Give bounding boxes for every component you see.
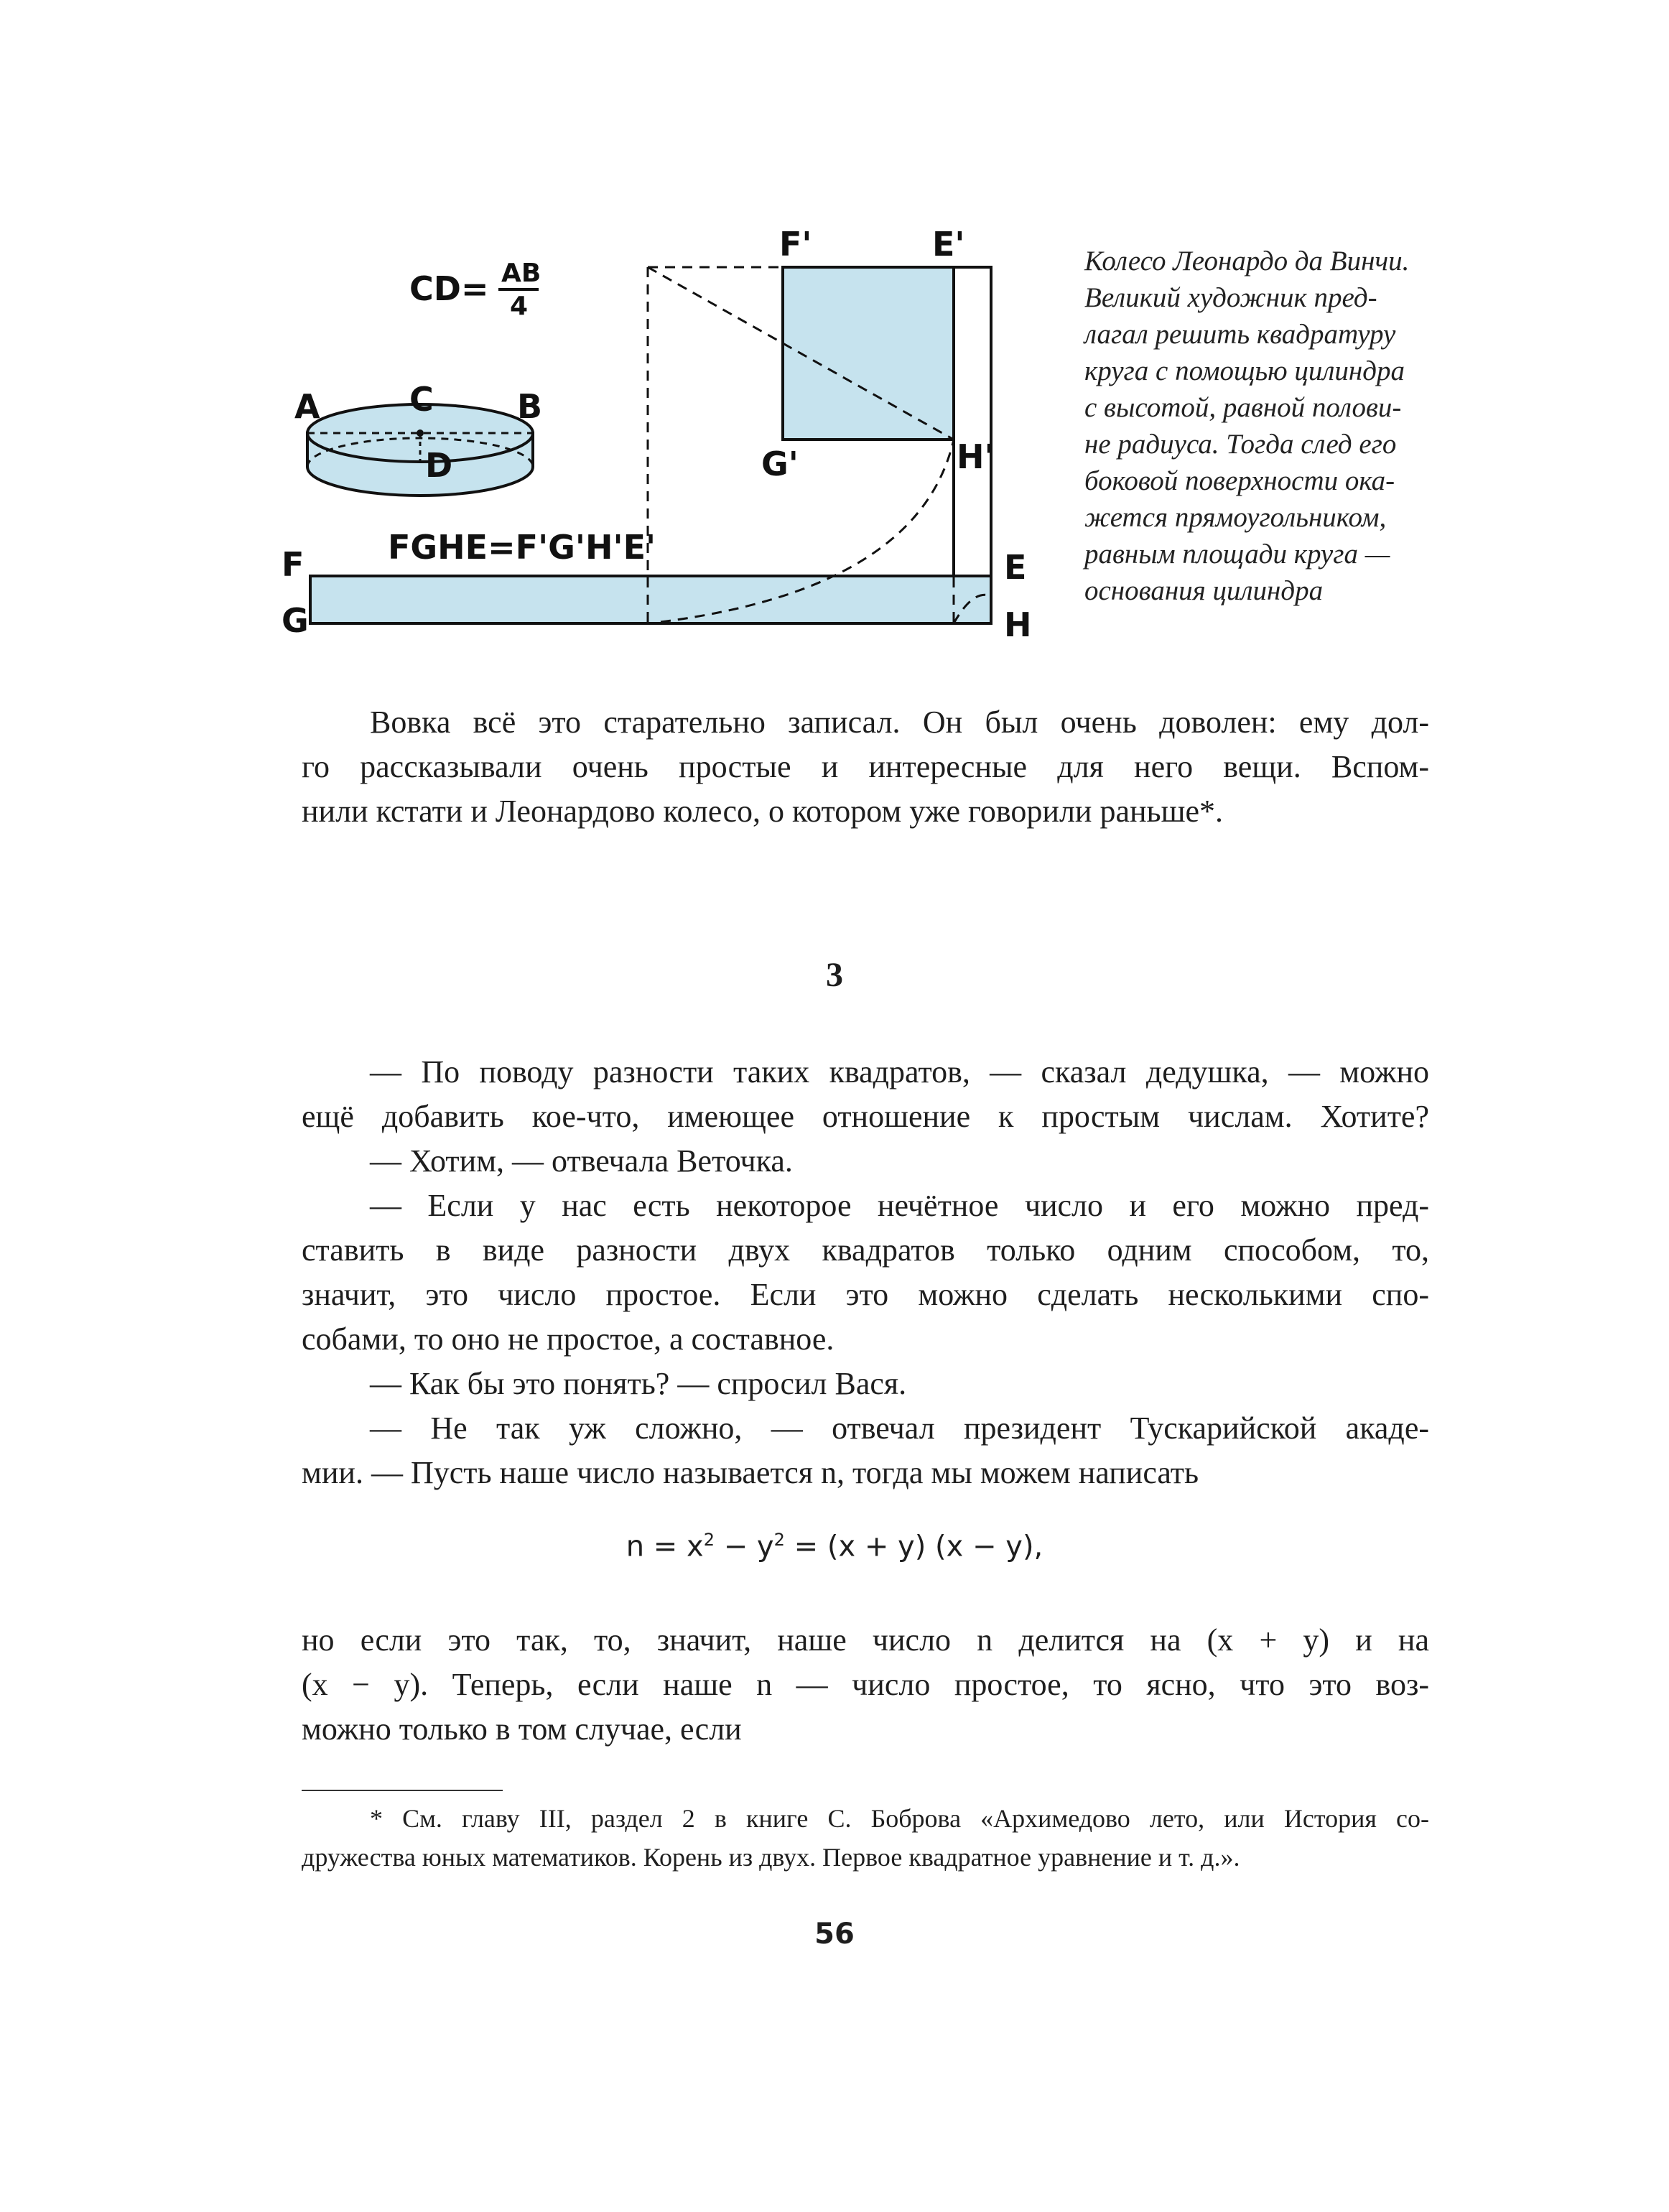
- caption-line: боковой поверхности ока-: [1084, 465, 1395, 496]
- caption-line: Колесо Леонардо да Винчи.: [1084, 246, 1410, 276]
- formula-cd-numerator: AB: [501, 259, 541, 288]
- paragraph-1: [302, 700, 1429, 834]
- formula-cd-label: CD=: [409, 269, 489, 308]
- label-E: E: [1004, 548, 1027, 587]
- label-G: G: [282, 601, 309, 640]
- text-line: — По поводу разности таких квадратов, — сказал дедушка, — можно: [370, 1054, 1429, 1089]
- text-line: можно только в том случае, если: [302, 1711, 742, 1747]
- paragraph-3: [302, 1618, 1429, 1752]
- rectangle-fghe: [310, 576, 991, 623]
- footnote-divider: [302, 1790, 503, 1791]
- text-line: ставить в виде разности двух квадратов только одним способом, то,: [302, 1232, 1429, 1268]
- label-B: B: [517, 387, 543, 426]
- caption-line: жется прямоугольником,: [1084, 502, 1387, 533]
- footnote-line: * См. главу III, раздел 2 в книге С. Боброва «Архимедово лето, или История со-: [370, 1804, 1429, 1833]
- formula-part: − y: [714, 1530, 774, 1563]
- caption-line: равным площади круга —: [1084, 539, 1390, 570]
- formula-exponent: 2: [703, 1530, 715, 1550]
- section-number: 3: [826, 956, 843, 994]
- caption-line: лагал решить квадратуру: [1084, 319, 1396, 350]
- formula-difference-of-squares: [0, 1530, 1669, 1563]
- formula-part: = (x + y) (x − y),: [784, 1530, 1043, 1563]
- label-C: C: [409, 380, 434, 419]
- page-number: 56: [814, 1918, 855, 1951]
- label-A: A: [294, 387, 320, 426]
- paragraph-2: [302, 1050, 1429, 1495]
- caption-line: круга с помощью цилиндра: [1084, 356, 1405, 386]
- label-F: F: [282, 545, 304, 584]
- formula-rect-equality: FGHE=F'G'H'E': [388, 528, 656, 567]
- text-line: Вовка всё это старательно записал. Он был очень доволен: ему дол-: [370, 705, 1429, 740]
- caption-line: Великий художник пред-: [1084, 282, 1377, 313]
- label-E-prime: E': [932, 225, 965, 264]
- footnote: [302, 1799, 1429, 1877]
- caption-line: основания цилиндра: [1084, 575, 1324, 606]
- text-line: — Не так уж сложно, — отвечал президент Тускарийской акаде-: [370, 1411, 1429, 1446]
- label-F-prime: F': [779, 225, 812, 264]
- text-line: собами, то оно не простое, а составное.: [302, 1321, 834, 1357]
- text-line: (x − y). Теперь, если наше n — число простое, то ясно, что это воз-: [302, 1667, 1429, 1702]
- text-line: — Если у нас есть некоторое нечётное число и его можно пред-: [370, 1188, 1429, 1223]
- side-strip: [954, 267, 991, 576]
- text-line: — Хотим, — отвечала Веточка.: [370, 1143, 793, 1179]
- figure-caption: [1084, 243, 1487, 609]
- text-line: ещё добавить кое-что, имеющее отношение к простым числам. Хотите?: [302, 1099, 1429, 1134]
- caption-line: с высотой, равной полови-: [1084, 392, 1402, 423]
- text-line: значит, это число простое. Если это можно сделать несколькими спо-: [302, 1277, 1429, 1312]
- text-line: — Как бы это понять? — спросил Вася.: [370, 1366, 907, 1401]
- formula-exponent: 2: [773, 1530, 785, 1550]
- square-fghe-prime: [783, 267, 954, 440]
- label-H-prime: H': [957, 437, 995, 476]
- leonardo-wheel-figure: [273, 215, 1063, 646]
- label-H: H: [1004, 605, 1032, 644]
- footnote-line: дружества юных математиков. Корень из двух. Первое квадратное уравнение и т. д.».: [302, 1843, 1240, 1872]
- caption-line: не радиуса. Тогда след его: [1084, 429, 1397, 460]
- text-line: го рассказывали очень простые и интересные для него вещи. Вспом-: [302, 749, 1429, 784]
- text-line: но если это так, то, значит, наше число n делится на (x + y) и на: [302, 1622, 1429, 1658]
- text-line: мии. — Пусть наше число называется n, тогда мы можем написать: [302, 1455, 1199, 1490]
- label-D: D: [425, 446, 453, 485]
- text-line: нили кстати и Леонардово колесо, о котором уже говорили раньше*.: [302, 794, 1224, 829]
- label-G-prime: G': [761, 445, 799, 483]
- formula-part: n = x: [626, 1530, 704, 1563]
- formula-cd-denominator: 4: [510, 292, 529, 321]
